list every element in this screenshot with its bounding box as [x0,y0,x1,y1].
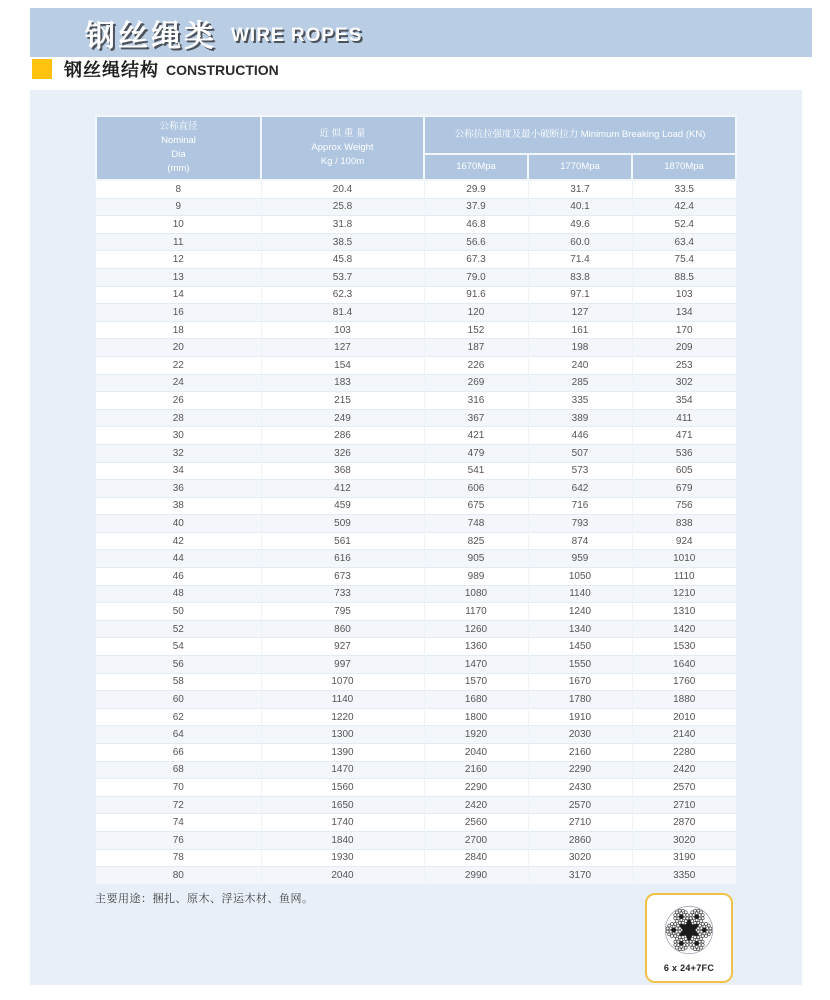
content-panel [30,90,802,985]
table-row [96,814,736,832]
table-cell: 58 [96,673,261,691]
table-cell: 1840 [261,831,424,849]
table-cell: 78 [96,849,261,867]
table-cell: 71.4 [528,251,632,269]
table-cell: 103 [632,286,736,304]
table-row [96,849,736,867]
table-cell: 412 [261,480,424,498]
table-cell: 46 [96,568,261,586]
table-cell: 471 [632,427,736,445]
table-cell: 56.6 [424,233,528,251]
table-cell: 997 [261,656,424,674]
table-cell: 605 [632,462,736,480]
table-row [96,198,736,216]
table-row [96,251,736,269]
table-cell: 2840 [424,849,528,867]
table-row [96,656,736,674]
table-cell: 31.8 [261,216,424,234]
table-cell: 1420 [632,620,736,638]
table-row [96,568,736,586]
table-cell: 83.8 [528,268,632,286]
table-row [96,462,736,480]
table-cell: 53.7 [261,268,424,286]
table-cell: 1930 [261,849,424,867]
table-cell: 2420 [424,796,528,814]
table-cell: 2290 [424,779,528,797]
table-cell: 1140 [528,585,632,603]
table-cell: 1530 [632,638,736,656]
table-cell: 1470 [424,656,528,674]
table-cell: 1920 [424,726,528,744]
section-header [32,57,279,81]
table-cell: 187 [424,339,528,357]
table-cell: 2010 [632,708,736,726]
table-cell: 52 [96,620,261,638]
col-header-approx-weight [261,116,424,180]
col-header-line: Approx Weight [311,142,374,154]
table-row [96,321,736,339]
table-cell: 795 [261,603,424,621]
table-cell: 675 [424,497,528,515]
table-cell: 733 [261,585,424,603]
table-cell: 36 [96,480,261,498]
table-cell: 2870 [632,814,736,832]
table-cell: 198 [528,339,632,357]
table-cell: 2430 [528,779,632,797]
table-cell: 2160 [424,761,528,779]
table-cell: 75.4 [632,251,736,269]
table-cell: 507 [528,444,632,462]
table-cell: 91.6 [424,286,528,304]
table-row [96,444,736,462]
table-cell: 46.8 [424,216,528,234]
table-row [96,356,736,374]
table-cell: 421 [424,427,528,445]
yellow-square-bullet-icon [32,59,52,79]
table-cell: 25.8 [261,198,424,216]
table-cell: 1010 [632,550,736,568]
table-row [96,374,736,392]
table-row [96,339,736,357]
table-cell: 2030 [528,726,632,744]
table-cell: 269 [424,374,528,392]
table-cell: 1240 [528,603,632,621]
table-row [96,480,736,498]
table-cell: 70 [96,779,261,797]
table-row [96,515,736,533]
table-cell: 28 [96,409,261,427]
table-cell: 316 [424,392,528,410]
table-row [96,180,736,198]
table-cell: 2290 [528,761,632,779]
table-cell: 989 [424,568,528,586]
table-row [96,691,736,709]
table-cell: 120 [424,304,528,322]
table-row [96,550,736,568]
table-row [96,585,736,603]
table-cell: 253 [632,356,736,374]
table-cell: 62.3 [261,286,424,304]
table-cell: 10 [96,216,261,234]
table-row [96,497,736,515]
table-cell: 29.9 [424,180,528,198]
table-cell: 62 [96,708,261,726]
table-cell: 49.6 [528,216,632,234]
table-cell: 411 [632,409,736,427]
table-cell: 389 [528,409,632,427]
table-cell: 1780 [528,691,632,709]
table-cell: 9 [96,198,261,216]
table-cell: 20.4 [261,180,424,198]
table-cell: 60.0 [528,233,632,251]
table-cell: 64 [96,726,261,744]
table-cell: 874 [528,532,632,550]
col-header-line: 近 似 重 量 [319,128,366,140]
spec-table-body [96,180,736,884]
table-cell: 1470 [261,761,424,779]
page-title-en: WIRE ROPES [231,24,363,46]
table-cell: 905 [424,550,528,568]
table-row [96,392,736,410]
table-cell: 2710 [632,796,736,814]
table-cell: 536 [632,444,736,462]
section-title-zh: 钢丝绳结构 [64,60,159,80]
table-cell: 642 [528,480,632,498]
table-cell: 42 [96,532,261,550]
table-cell: 14 [96,286,261,304]
table-cell: 40.1 [528,198,632,216]
table-cell: 1800 [424,708,528,726]
table-cell: 37.9 [424,198,528,216]
table-cell: 97.1 [528,286,632,304]
table-cell: 79.0 [424,268,528,286]
table-cell: 1880 [632,691,736,709]
col-header-line: Kg / 100m [320,155,365,167]
table-cell: 32 [96,444,261,462]
table-cell: 12 [96,251,261,269]
table-cell: 1210 [632,585,736,603]
table-cell: 2570 [528,796,632,814]
table-cell: 152 [424,321,528,339]
table-cell: 2570 [632,779,736,797]
table-cell: 56 [96,656,261,674]
table-cell: 3350 [632,867,736,884]
table-row [96,268,736,286]
table-cell: 80 [96,867,261,884]
section-title-en: CONSTRUCTION [166,62,279,78]
table-cell: 1560 [261,779,424,797]
table-row [96,796,736,814]
table-cell: 2040 [261,867,424,884]
table-cell: 33.5 [632,180,736,198]
table-row [96,286,736,304]
table-cell: 606 [424,480,528,498]
col-header-1770mpa: 1770Mpa [528,154,632,180]
table-cell: 38 [96,497,261,515]
table-cell: 459 [261,497,424,515]
table-cell: 63.4 [632,233,736,251]
table-row [96,233,736,251]
table-cell: 2280 [632,744,736,762]
table-cell: 38.5 [261,233,424,251]
table-cell: 88.5 [632,268,736,286]
table-cell: 285 [528,374,632,392]
table-cell: 127 [528,304,632,322]
table-cell: 30 [96,427,261,445]
table-row [96,779,736,797]
table-cell: 1340 [528,620,632,638]
table-row [96,603,736,621]
spec-table [95,115,737,884]
table-cell: 793 [528,515,632,533]
table-cell: 68 [96,761,261,779]
col-header-line: Nominal [161,135,196,147]
col-header-line: Dia [171,149,186,160]
table-cell: 31.7 [528,180,632,198]
table-cell: 756 [632,497,736,515]
table-cell: 60 [96,691,261,709]
title-band [30,8,812,57]
table-cell: 1670 [528,673,632,691]
table-cell: 838 [632,515,736,533]
table-cell: 72 [96,796,261,814]
table-cell: 54 [96,638,261,656]
table-cell: 1760 [632,673,736,691]
rope-diagram-box [645,893,733,983]
table-row [96,831,736,849]
col-header-1870mpa: 1870Mpa [632,154,736,180]
table-cell: 1170 [424,603,528,621]
table-cell: 286 [261,427,424,445]
col-header-breaking-load-group: 公称抗拉强度及最小破断拉力 Minimum Breaking Load (KN) [424,116,736,154]
table-cell: 959 [528,550,632,568]
table-row [96,304,736,322]
table-cell: 1080 [424,585,528,603]
table-cell: 215 [261,392,424,410]
table-cell: 154 [261,356,424,374]
rope-diagram-label: 6 x 24+7FC [663,963,715,973]
table-cell: 74 [96,814,261,832]
usage-note: 主要用途：捆扎、原木、浮运木材、鱼网。 [95,893,314,905]
table-cell: 2990 [424,867,528,884]
table-cell: 66 [96,744,261,762]
table-cell: 2560 [424,814,528,832]
table-cell: 561 [261,532,424,550]
table-cell: 226 [424,356,528,374]
table-cell: 509 [261,515,424,533]
table-cell: 134 [632,304,736,322]
table-cell: 44 [96,550,261,568]
table-row [96,216,736,234]
table-cell: 103 [261,321,424,339]
table-row [96,638,736,656]
table-cell: 2040 [424,744,528,762]
table-cell: 13 [96,268,261,286]
table-cell: 2860 [528,831,632,849]
table-cell: 1050 [528,568,632,586]
table-cell: 20 [96,339,261,357]
table-cell: 161 [528,321,632,339]
table-cell: 34 [96,462,261,480]
table-cell: 45.8 [261,251,424,269]
table-cell: 1550 [528,656,632,674]
table-cell: 2710 [528,814,632,832]
table-row [96,761,736,779]
table-cell: 3170 [528,867,632,884]
table-cell: 183 [261,374,424,392]
table-cell: 679 [632,480,736,498]
table-cell: 2140 [632,726,736,744]
table-cell: 3190 [632,849,736,867]
table-cell: 1680 [424,691,528,709]
table-cell: 1070 [261,673,424,691]
table-cell: 40 [96,515,261,533]
table-cell: 1360 [424,638,528,656]
table-cell: 924 [632,532,736,550]
table-row [96,708,736,726]
header-row-1 [96,116,736,154]
table-cell: 2160 [528,744,632,762]
table-cell: 302 [632,374,736,392]
table-cell: 716 [528,497,632,515]
table-cell: 26 [96,392,261,410]
table-cell: 368 [261,462,424,480]
table-row [96,409,736,427]
table-cell: 1650 [261,796,424,814]
table-cell: 42.4 [632,198,736,216]
table-cell: 673 [261,568,424,586]
table-cell: 3020 [528,849,632,867]
table-cell: 479 [424,444,528,462]
table-cell: 616 [261,550,424,568]
table-row [96,620,736,638]
table-cell: 48 [96,585,261,603]
col-header-nominal-dia [96,116,261,180]
table-cell: 1640 [632,656,736,674]
table-cell: 170 [632,321,736,339]
table-cell: 3020 [632,831,736,849]
table-cell: 573 [528,462,632,480]
table-cell: 541 [424,462,528,480]
table-cell: 367 [424,409,528,427]
table-cell: 81.4 [261,304,424,322]
table-cell: 1390 [261,744,424,762]
table-cell: 1260 [424,620,528,638]
table-cell: 1300 [261,726,424,744]
table-row [96,673,736,691]
table-cell: 16 [96,304,261,322]
table-row [96,744,736,762]
table-row [96,427,736,445]
table-cell: 446 [528,427,632,445]
table-cell: 50 [96,603,261,621]
table-row [96,532,736,550]
table-cell: 52.4 [632,216,736,234]
table-cell: 249 [261,409,424,427]
table-cell: 76 [96,831,261,849]
table-cell: 8 [96,180,261,198]
table-cell: 335 [528,392,632,410]
table-cell: 2700 [424,831,528,849]
table-cell: 1570 [424,673,528,691]
col-header-line: 公称直径 [159,121,198,133]
table-cell: 1220 [261,708,424,726]
table-cell: 825 [424,532,528,550]
col-header-1670mpa: 1670Mpa [424,154,528,180]
table-cell: 927 [261,638,424,656]
page-title-zh: 钢丝绳类 [85,19,217,53]
table-cell: 748 [424,515,528,533]
table-cell: 24 [96,374,261,392]
table-cell: 2420 [632,761,736,779]
table-cell: 1310 [632,603,736,621]
table-cell: 354 [632,392,736,410]
table-cell: 1450 [528,638,632,656]
col-header-line: (mm) [167,162,190,174]
table-cell: 127 [261,339,424,357]
table-cell: 326 [261,444,424,462]
table-cell: 240 [528,356,632,374]
table-cell: 18 [96,321,261,339]
table-cell: 209 [632,339,736,357]
table-cell: 67.3 [424,251,528,269]
table-row [96,726,736,744]
table-cell: 22 [96,356,261,374]
table-cell: 1740 [261,814,424,832]
table-cell: 1910 [528,708,632,726]
table-cell: 11 [96,233,261,251]
table-cell: 1110 [632,568,736,586]
rope-cross-section-image [655,898,723,962]
table-cell: 1140 [261,691,424,709]
table-row [96,867,736,884]
table-cell: 860 [261,620,424,638]
